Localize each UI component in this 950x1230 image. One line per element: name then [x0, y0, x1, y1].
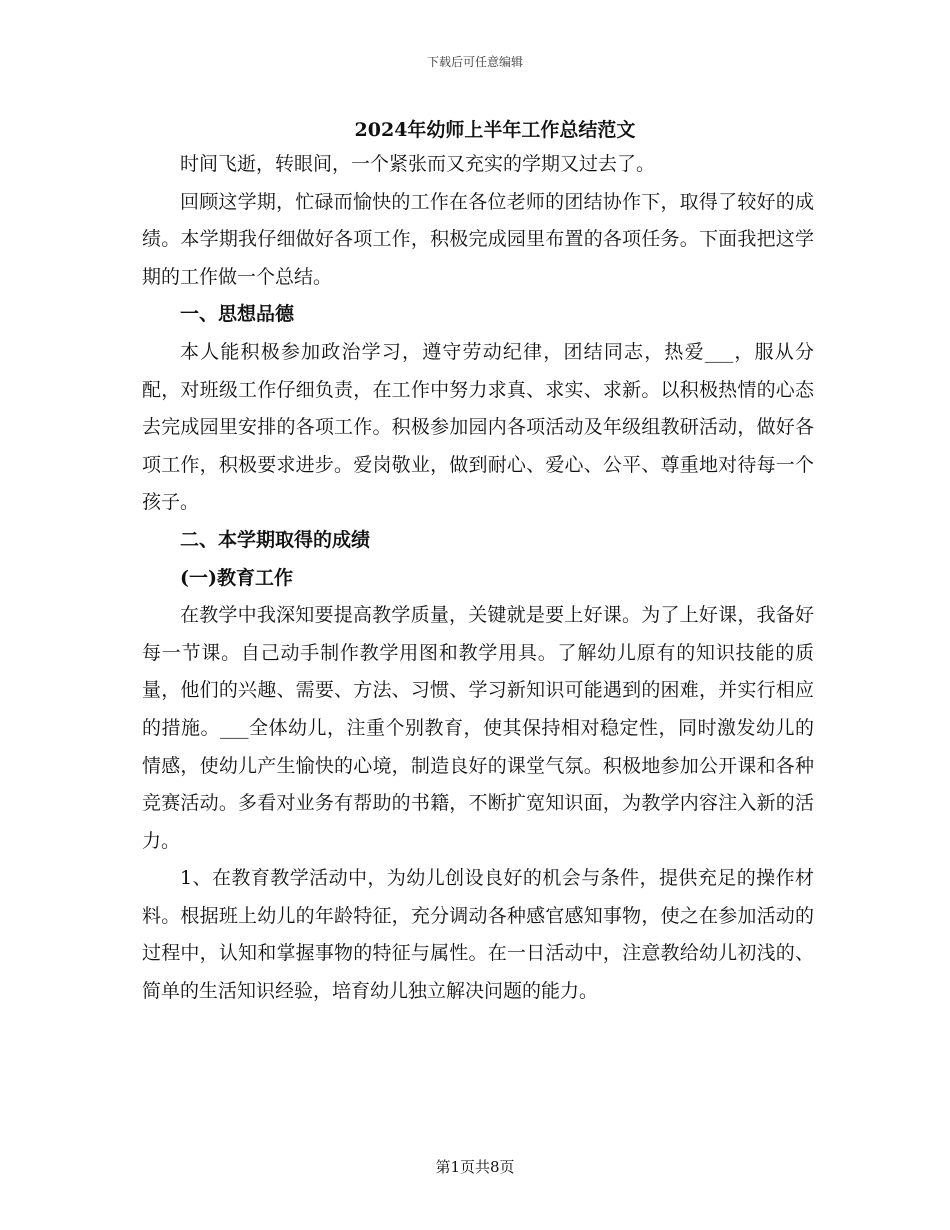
ideology-paragraph: 本人能积极参加政治学习，遵守劳动纪律，团结同志，热爱___，服从分配，对班级工作仔细负责，在工作中努力求真、求实、求新。以积极热情的心态去完成园里安排的各项工作。积极参加园内各项活动及年级组教研活动，做好各项工作，积极要求进步。爱岗敬业，做到耐心、爱心、公平、尊重地对待每一个孩子。 — [142, 340, 814, 514]
page-number: 第1页共8页 — [435, 1158, 515, 1176]
activity-paragraph: 1、在教育教学活动中，为幼儿创设良好的机会与条件，提供充足的操作材料。根据班上幼儿的年龄特征，充分调动各种感官感知事物，使之在参加活动的过程中，认知和掌握事物的特征与属性。在一日活动中，注意教给幼儿初浅的、简单的生活知识经验，培育幼儿独立解决问题的能力。 — [142, 867, 814, 1003]
download-note: 下载后可任意编辑 — [426, 55, 523, 69]
subsection-heading-education: (一)教育工作 — [180, 566, 293, 589]
teaching-paragraph: 在教学中我深知要提高教学质量，关键就是要上好课。为了上好课，我备好每一节课。自己动手制作教学用图和教学用具。了解幼儿原有的知识技能的质量，他们的兴趣、需要、方法、习惯、学习新知识可能遇到的困难，并实行相应的措施。___全体幼儿，注重个别教育，使其保持相对稳定性，同时激发幼儿的情感，使幼儿产生愉快的心境，制造良好的课堂气氛。积极地参加公开课和各种竞赛活动。多看对业务有帮助的书籍，不断扩宽知识面，为教学内容注入新的活力。 — [142, 604, 814, 852]
document-title: 2024年幼师上半年工作总结范文 — [354, 119, 636, 141]
section-heading-achievements: 二、本学期取得的成绩 — [180, 528, 371, 551]
intro-paragraph: 时间飞逝，转眼间，一个紧张而又充实的学期又过去了。 — [180, 153, 656, 175]
document-body — [142, 146, 814, 1011]
section-heading-ideology: 一、思想品德 — [180, 303, 295, 326]
review-paragraph: 回顾这学期，忙碌而愉快的工作在各位老师的团结协作下，取得了较好的成绩。本学期我仔细做好各项工作，积极完成园里布置的各项任务。下面我把这学期的工作做一个总结。 — [142, 190, 814, 288]
